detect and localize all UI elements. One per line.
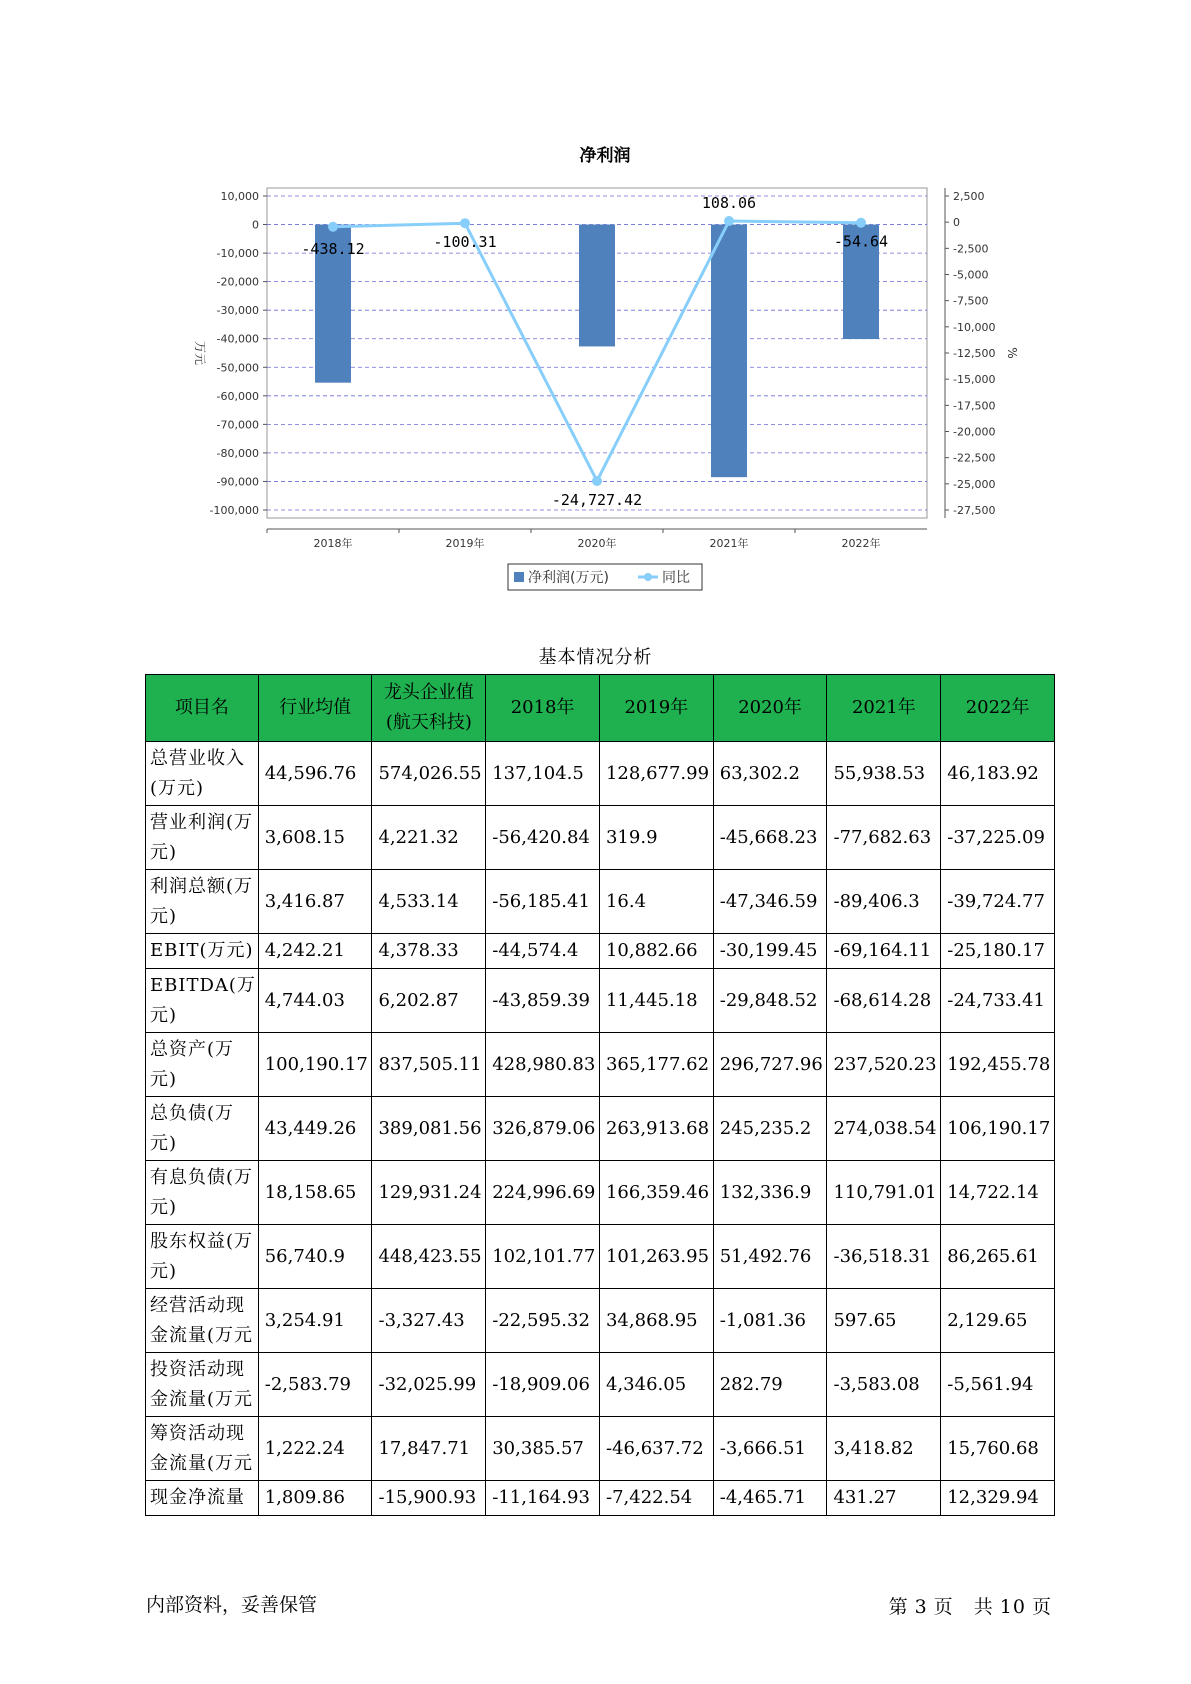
- value-cell: -32,025.99: [372, 1353, 486, 1417]
- left-tick-label: -40,000: [216, 332, 259, 346]
- page-number: 3: [914, 1596, 928, 1618]
- table-row: [146, 806, 1055, 870]
- right-tick-label: -20,000: [953, 425, 996, 439]
- value-cell: -22,595.32: [486, 1289, 600, 1353]
- table-row: [146, 934, 1055, 969]
- value-cell: 389,081.56: [372, 1097, 486, 1161]
- value-cell: 263,913.68: [599, 1097, 713, 1161]
- right-tick-label: -7,500: [953, 294, 989, 308]
- value-cell: 3,416.87: [258, 870, 372, 934]
- row-label-cell: 股东权益(万元): [146, 1225, 259, 1289]
- row-label-cell: 总营业收入(万元): [146, 742, 259, 806]
- x-tick-label: 2022年: [841, 537, 881, 550]
- data-label: -54.64: [833, 232, 889, 251]
- value-cell: -2,583.79: [258, 1353, 372, 1417]
- page-prefix: 第: [888, 1596, 909, 1618]
- x-tick-label: 2019年: [445, 537, 485, 550]
- value-cell: 282.79: [713, 1353, 827, 1417]
- right-tick-label: -5,000: [953, 268, 989, 282]
- value-cell: 44,596.76: [258, 742, 372, 806]
- table-row: [146, 1225, 1055, 1289]
- value-cell: -45,668.23: [713, 806, 827, 870]
- header-cell: 项目名: [146, 675, 259, 742]
- value-cell: 18,158.65: [258, 1161, 372, 1225]
- table-row: [146, 1097, 1055, 1161]
- table-header-row: [146, 675, 1055, 742]
- left-tick-label: -60,000: [216, 389, 259, 403]
- value-cell: -77,682.63: [827, 806, 941, 870]
- value-cell: 574,026.55: [372, 742, 486, 806]
- right-tick-label: 2,500: [953, 190, 985, 203]
- row-label-cell: 现金净流量: [146, 1481, 259, 1516]
- row-label-cell: 经营活动现金流量(万元: [146, 1289, 259, 1353]
- value-cell: 51,492.76: [713, 1225, 827, 1289]
- value-cell: -3,666.51: [713, 1417, 827, 1481]
- row-label-cell: 总负债(万元): [146, 1097, 259, 1161]
- row-label-cell: EBIT(万元): [146, 934, 259, 969]
- y2-axis-label: %: [1005, 347, 1019, 359]
- value-cell: -69,164.11: [827, 934, 941, 969]
- value-cell: 86,265.61: [941, 1225, 1055, 1289]
- value-cell: -36,518.31: [827, 1225, 941, 1289]
- legend-line-marker: [644, 573, 652, 581]
- total-unit: 页: [1031, 1596, 1052, 1618]
- x-tick-label: 2021年: [709, 537, 749, 550]
- yoy-point: [724, 216, 734, 226]
- value-cell: 597.65: [827, 1289, 941, 1353]
- x-tick-label: 2018年: [313, 537, 353, 550]
- table-row: [146, 1353, 1055, 1417]
- row-label-cell: 筹资活动现金流量(万元: [146, 1417, 259, 1481]
- value-cell: -29,848.52: [713, 969, 827, 1033]
- value-cell: 11,445.18: [599, 969, 713, 1033]
- value-cell: 1,809.86: [258, 1481, 372, 1516]
- header-cell: 2022年: [941, 675, 1055, 742]
- value-cell: -56,420.84: [486, 806, 600, 870]
- value-cell: -39,724.77: [941, 870, 1055, 934]
- data-label: -100.31: [433, 233, 497, 252]
- left-tick-label: -30,000: [216, 304, 259, 318]
- value-cell: -25,180.17: [941, 934, 1055, 969]
- table-row: [146, 870, 1055, 934]
- value-cell: 192,455.78: [941, 1033, 1055, 1097]
- y-axis-label: 万元: [193, 340, 207, 366]
- legend-bar-label: 净利润(万元): [528, 570, 609, 586]
- left-tick-label: -20,000: [216, 275, 259, 289]
- value-cell: 3,254.91: [258, 1289, 372, 1353]
- value-cell: 10,882.66: [599, 934, 713, 969]
- value-cell: 63,302.2: [713, 742, 827, 806]
- bar: [711, 225, 747, 478]
- right-tick-label: -2,500: [953, 242, 989, 256]
- value-cell: 245,235.2: [713, 1097, 827, 1161]
- value-cell: 237,520.23: [827, 1033, 941, 1097]
- basic-analysis-table: [145, 674, 1055, 1516]
- right-tick-label: -17,500: [953, 399, 996, 413]
- value-cell: -11,164.93: [486, 1481, 600, 1516]
- value-cell: 428,980.83: [486, 1033, 600, 1097]
- value-cell: -30,199.45: [713, 934, 827, 969]
- value-cell: 296,727.96: [713, 1033, 827, 1097]
- value-cell: 128,677.99: [599, 742, 713, 806]
- value-cell: 46,183.92: [941, 742, 1055, 806]
- value-cell: 132,336.9: [713, 1161, 827, 1225]
- header-cell: 2021年: [827, 675, 941, 742]
- total-prefix: 共: [973, 1596, 994, 1618]
- total-pages: 10: [999, 1596, 1026, 1618]
- value-cell: 4,346.05: [599, 1353, 713, 1417]
- value-cell: 101,263.95: [599, 1225, 713, 1289]
- right-tick-label: -25,000: [953, 477, 996, 491]
- value-cell: 17,847.71: [372, 1417, 486, 1481]
- value-cell: 106,190.17: [941, 1097, 1055, 1161]
- value-cell: 274,038.54: [827, 1097, 941, 1161]
- left-tick-label: -80,000: [216, 446, 259, 460]
- value-cell: -47,346.59: [713, 870, 827, 934]
- table-row: [146, 969, 1055, 1033]
- data-label: -24,727.42: [551, 490, 643, 509]
- value-cell: 34,868.95: [599, 1289, 713, 1353]
- confidential-note: 内部资料，妥善保管: [146, 1594, 318, 1616]
- value-cell: 4,221.32: [372, 806, 486, 870]
- header-cell: 龙头企业值(航天科技): [372, 675, 486, 742]
- header-cell: 2018年: [486, 675, 600, 742]
- legend-line-label: 同比: [662, 570, 690, 586]
- table-row: [146, 1161, 1055, 1225]
- value-cell: 4,533.14: [372, 870, 486, 934]
- data-label: -438.12: [301, 239, 365, 258]
- value-cell: 224,996.69: [486, 1161, 600, 1225]
- yoy-point: [856, 218, 866, 228]
- value-cell: 319.9: [599, 806, 713, 870]
- yoy-point: [328, 222, 338, 232]
- value-cell: 55,938.53: [827, 742, 941, 806]
- row-label-cell: 有息负债(万元): [146, 1161, 259, 1225]
- value-cell: -1,081.36: [713, 1289, 827, 1353]
- table-row: [146, 1289, 1055, 1353]
- value-cell: 100,190.17: [258, 1033, 372, 1097]
- chart-svg: [0, 0, 1191, 620]
- value-cell: 2,129.65: [941, 1289, 1055, 1353]
- right-tick-label: -22,500: [953, 451, 996, 465]
- value-cell: 365,177.62: [599, 1033, 713, 1097]
- value-cell: 16.4: [599, 870, 713, 934]
- chart-title: 净利润: [579, 146, 631, 166]
- right-tick-label: -27,500: [953, 504, 996, 517]
- value-cell: -7,422.54: [599, 1481, 713, 1516]
- table-row: [146, 1417, 1055, 1481]
- value-cell: 30,385.57: [486, 1417, 600, 1481]
- value-cell: 837,505.11: [372, 1033, 486, 1097]
- value-cell: 4,378.33: [372, 934, 486, 969]
- row-label-cell: EBITDA(万元): [146, 969, 259, 1033]
- value-cell: -37,225.09: [941, 806, 1055, 870]
- value-cell: 326,879.06: [486, 1097, 600, 1161]
- table-row: [146, 742, 1055, 806]
- legend-bar-swatch: [514, 572, 524, 582]
- value-cell: 3,418.82: [827, 1417, 941, 1481]
- left-tick-label: -10,000: [216, 247, 259, 261]
- right-tick-label: -15,000: [953, 373, 996, 387]
- row-label-cell: 总资产(万元): [146, 1033, 259, 1097]
- value-cell: 43,449.26: [258, 1097, 372, 1161]
- page-indicator: [886, 1592, 1055, 1619]
- x-tick-label: 2020年: [577, 537, 617, 550]
- value-cell: 129,931.24: [372, 1161, 486, 1225]
- value-cell: 448,423.55: [372, 1225, 486, 1289]
- value-cell: -24,733.41: [941, 969, 1055, 1033]
- value-cell: 166,359.46: [599, 1161, 713, 1225]
- value-cell: -44,574.4: [486, 934, 600, 969]
- row-label-cell: 营业利润(万元): [146, 806, 259, 870]
- value-cell: 12,329.94: [941, 1481, 1055, 1516]
- table-row: [146, 1033, 1055, 1097]
- value-cell: 4,744.03: [258, 969, 372, 1033]
- value-cell: -4,465.71: [713, 1481, 827, 1516]
- value-cell: 6,202.87: [372, 969, 486, 1033]
- yoy-point: [460, 218, 470, 228]
- row-label-cell: 投资活动现金流量(万元: [146, 1353, 259, 1417]
- value-cell: 4,242.21: [258, 934, 372, 969]
- value-cell: 137,104.5: [486, 742, 600, 806]
- net-profit-chart: [0, 0, 1191, 620]
- header-cell: 2020年: [713, 675, 827, 742]
- value-cell: 15,760.68: [941, 1417, 1055, 1481]
- row-label-cell: 利润总额(万元): [146, 870, 259, 934]
- page-unit: 页: [933, 1596, 954, 1618]
- value-cell: -68,614.28: [827, 969, 941, 1033]
- value-cell: 56,740.9: [258, 1225, 372, 1289]
- value-cell: -46,637.72: [599, 1417, 713, 1481]
- right-tick-label: 0: [953, 216, 960, 230]
- right-tick-label: -10,000: [953, 320, 996, 334]
- table-row: [146, 1481, 1055, 1516]
- left-tick-label: -50,000: [216, 361, 259, 375]
- header-cell: 2019年: [599, 675, 713, 742]
- value-cell: 1,222.24: [258, 1417, 372, 1481]
- header-cell: 行业均值: [258, 675, 372, 742]
- value-cell: -43,859.39: [486, 969, 600, 1033]
- left-tick-label: 0: [252, 218, 259, 232]
- value-cell: -15,900.93: [372, 1481, 486, 1516]
- value-cell: 431.27: [827, 1481, 941, 1516]
- value-cell: 102,101.77: [486, 1225, 600, 1289]
- left-tick-label: 10,000: [220, 190, 259, 203]
- bar: [579, 225, 615, 347]
- left-tick-label: -100,000: [209, 504, 259, 517]
- value-cell: 110,791.01: [827, 1161, 941, 1225]
- value-cell: -5,561.94: [941, 1353, 1055, 1417]
- value-cell: -56,185.41: [486, 870, 600, 934]
- value-cell: -18,909.06: [486, 1353, 600, 1417]
- yoy-point: [592, 476, 602, 486]
- value-cell: 14,722.14: [941, 1161, 1055, 1225]
- value-cell: -3,583.08: [827, 1353, 941, 1417]
- value-cell: -89,406.3: [827, 870, 941, 934]
- value-cell: -3,327.43: [372, 1289, 486, 1353]
- table-caption: 基本情况分析: [538, 647, 653, 668]
- left-tick-label: -90,000: [216, 475, 259, 489]
- data-label: 108.06: [701, 194, 757, 213]
- left-tick-label: -70,000: [216, 418, 259, 432]
- value-cell: 3,608.15: [258, 806, 372, 870]
- right-tick-label: -12,500: [953, 347, 996, 360]
